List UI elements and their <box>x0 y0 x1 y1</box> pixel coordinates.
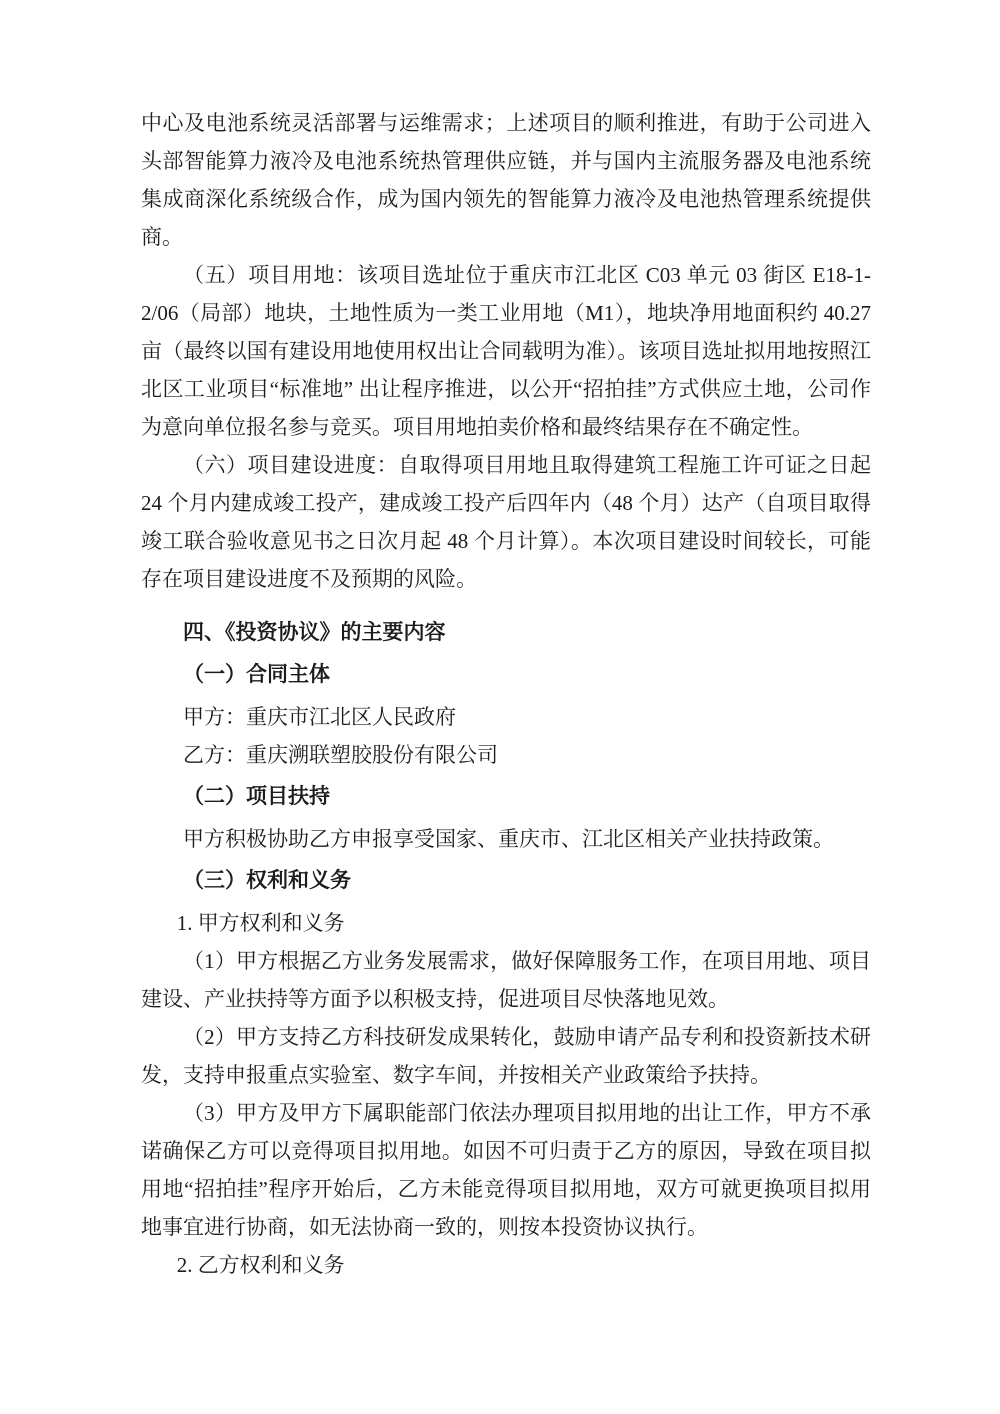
paragraph: 乙方：重庆溯联塑胶股份有限公司 <box>183 743 498 767</box>
paragraph: 1. 甲方权利和义务 <box>176 911 345 935</box>
paragraph: 2. 乙方权利和义务 <box>176 1253 345 1277</box>
paragraph: （五）项目用地：该项目选址位于重庆市江北区 C03 单元 03 街区 E18-1-2/06（局部）地块，土地性质为一类工业用地（M1），地块净用地面积约 40.27 亩（最终以国有建设用地使用权出让合同载明为准）。该项目选址拟用地按照江北区工业项目“标准地” 出让程序推进，以公开“招拍挂”方式供应土地，公司作为意向单位报名参与竞买。项目用地拍卖价格和最终结果存在不确定性。 <box>141 263 871 439</box>
section-heading: （二）项目扶持 <box>183 785 330 808</box>
paragraph: （3）甲方及甲方下属职能部门依法办理项目拟用地的出让工作，甲方不承诺确保乙方可以竞得项目拟用地。如因不可归责于乙方的原因，导致在项目拟用地“招拍挂”程序开始后，乙方未能竞得项目拟用地，双方可就更换项目拟用地事宜进行协商，如无法协商一致的，则按本投资协议执行。 <box>141 1101 871 1239</box>
section-heading: （一）合同主体 <box>183 663 330 686</box>
paragraph: （2）甲方支持乙方科技研发成果转化，鼓励申请产品专利和投资新技术研发，支持申报重点实验室、数字车间，并按相关产业政策给予扶持。 <box>141 1025 871 1087</box>
paragraph: （1）甲方根据乙方业务发展需求，做好保障服务工作，在项目用地、项目建设、产业扶持等方面予以积极支持，促进项目尽快落地见效。 <box>141 949 871 1011</box>
paragraph: 甲方积极协助乙方申报享受国家、重庆市、江北区相关产业扶持政策。 <box>183 827 834 851</box>
paragraph: 甲方：重庆市江北区人民政府 <box>183 705 456 729</box>
paragraph: 中心及电池系统灵活部署与运维需求；上述项目的顺利推进，有助于公司进入头部智能算力液冷及电池系统热管理供应链，并与国内主流服务器及电池系统集成商深化系统级合作，成为国内领先的智能算力液冷及电池热管理系统提供商。 <box>141 111 871 249</box>
document-body <box>141 104 871 1284</box>
paragraph: （六）项目建设进度：自取得项目用地且取得建筑工程施工许可证之日起 24 个月内建成竣工投产，建成竣工投产后四年内（48 个月）达产（自项目取得竣工联合验收意见书之日次月起 48 个月计算）。本次项目建设时间较长，可能存在项目建设进度不及预期的风险。 <box>141 453 871 591</box>
section-heading: （三）权利和义务 <box>183 869 351 892</box>
section-heading: 四、《投资协议》的主要内容 <box>183 621 446 644</box>
